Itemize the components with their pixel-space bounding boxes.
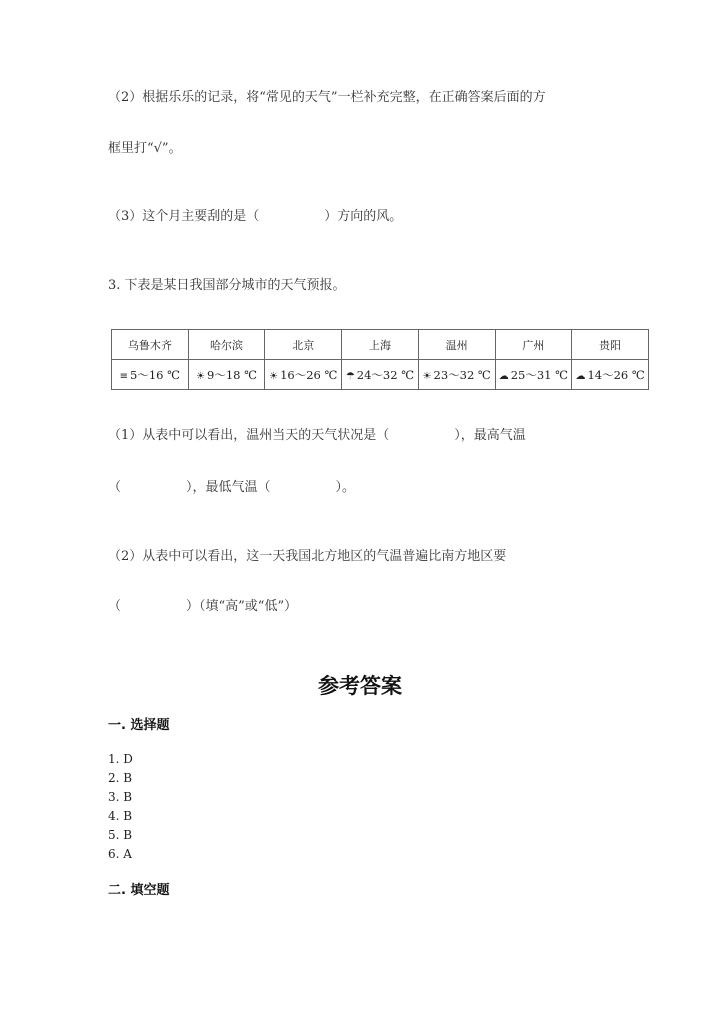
forecast-cell	[188, 360, 265, 390]
city-cell: 广州	[495, 330, 572, 360]
city-header-row	[112, 330, 649, 360]
answer-item: 6. A	[108, 847, 132, 861]
question-2-text-line-1: （2）根据乐乐的记录，将“常见的天气”一栏补充完整，在正确答案后面的方	[108, 90, 546, 105]
main-question-3-title: 3. 下表是某日我国部分城市的天气预报。	[108, 278, 346, 293]
city-cell: 温州	[418, 330, 495, 360]
city-cell: 北京	[265, 330, 342, 360]
answer-item: 3. B	[108, 790, 133, 804]
sub-question-2-line-1: （2）从表中可以看出，这一天我国北方地区的气温普遍比南方地区要	[108, 549, 507, 564]
temperature-range: 16～26 ℃	[280, 367, 338, 382]
forecast-cell	[265, 360, 342, 390]
sun-icon: ☀	[269, 370, 279, 382]
question-3-text: （3）这个月主要刮的是（ ）方向的风。	[108, 209, 403, 224]
city-cell: 贵阳	[572, 330, 649, 360]
temperature-range: 5～16 ℃	[130, 367, 181, 382]
sub-question-2-line-2: （ ）（填“高”或“低”）	[108, 599, 298, 614]
temperature-range: 14～26 ℃	[587, 367, 645, 382]
city-cell: 乌鲁木齐	[112, 330, 189, 360]
city-cell: 哈尔滨	[188, 330, 265, 360]
temperature-range: 9～18 ℃	[207, 367, 258, 382]
temperature-range: 24～32 ℃	[356, 367, 415, 382]
answer-item: 1. D	[108, 752, 133, 766]
sub-question-1-line-2: （ ），最低气温（ ）。	[108, 480, 356, 495]
answer-key-title: 参考答案	[318, 674, 402, 698]
rain-icon: ☂	[345, 370, 355, 382]
forecast-cell	[418, 360, 495, 390]
forecast-cell	[495, 360, 572, 390]
city-cell: 上海	[342, 330, 419, 360]
forecast-cell	[572, 360, 649, 390]
forecast-cell	[112, 360, 189, 390]
weather-forecast-table	[111, 329, 649, 390]
forecast-cell	[342, 360, 419, 390]
answer-item: 2. B	[108, 771, 133, 785]
sun-icon: ☀	[422, 370, 432, 382]
question-2-text-line-2: 框里打“√”。	[108, 141, 182, 156]
section-fill-title: 二. 填空题	[108, 883, 170, 898]
cloudy-icon: ☁	[498, 370, 509, 382]
sub-question-1-line-1: （1）从表中可以看出，温州当天的天气状况是（ ），最高气温	[108, 428, 526, 443]
temperature-range: 23～32 ℃	[433, 367, 491, 382]
answer-item: 5. B	[108, 828, 133, 842]
forecast-row	[112, 360, 649, 390]
cloud-icon: ☁	[575, 370, 586, 382]
section-choice-title: 一. 选择题	[108, 718, 170, 733]
answer-item: 4. B	[108, 809, 133, 823]
fog-icon: ≡	[119, 370, 129, 382]
sun-icon: ☀	[196, 370, 206, 382]
temperature-range: 25～31 ℃	[510, 367, 569, 382]
